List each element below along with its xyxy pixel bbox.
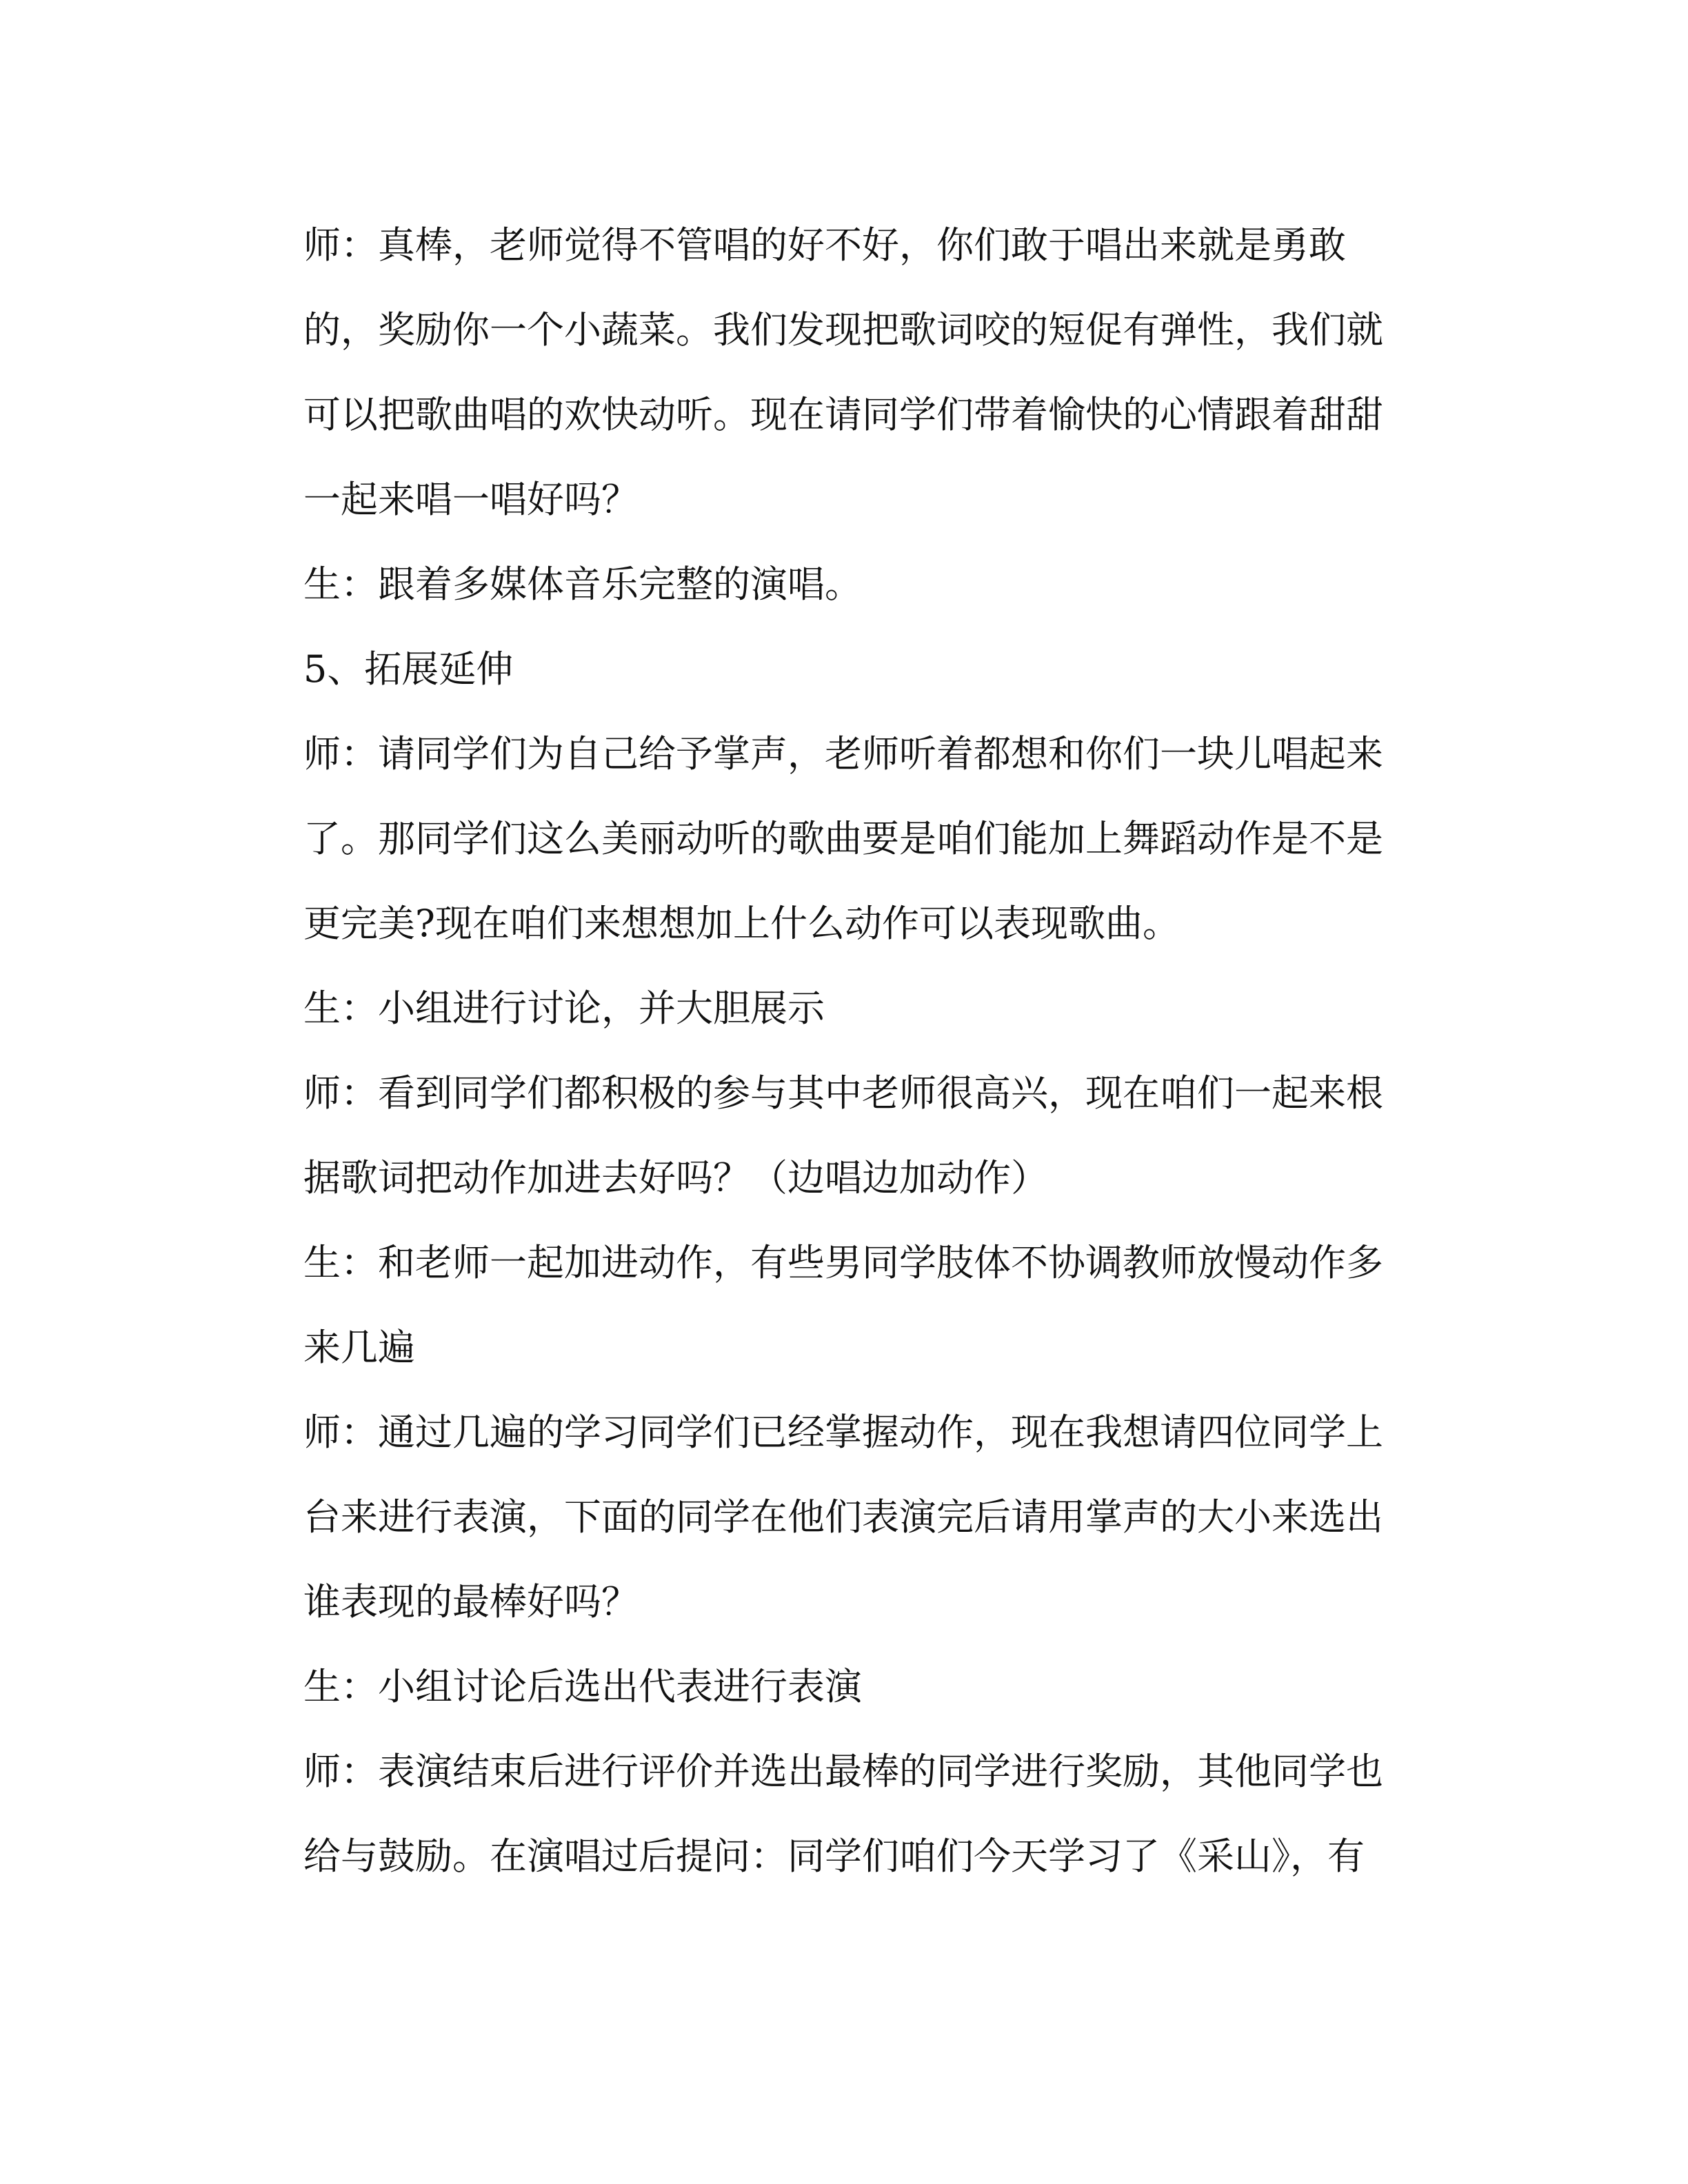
text-line-5: 生：跟着多媒体音乐完整的演唱。 <box>303 563 862 606</box>
text-line-1: 师：真棒，老师觉得不管唱的好不好，你们敢于唱出来就是勇敢 <box>303 223 1346 267</box>
text-line-17: 谁表现的最棒好吗？ <box>303 1580 639 1624</box>
text-line-10: 生：小组进行讨论，并大胆展示 <box>303 987 825 1030</box>
text-line-3: 可以把歌曲唱的欢快动听。现在请同学们带着愉快的心情跟着甜甜 <box>303 393 1383 436</box>
text-line-8: 了。那同学们这么美丽动听的歌曲要是咱们能加上舞蹈动作是不是 <box>303 817 1383 860</box>
text-line-2: 的，奖励你一个小蔬菜。我们发现把歌词咬的短促有弹性，我们就 <box>303 308 1383 352</box>
text-line-20: 给与鼓励。在演唱过后提问：同学们咱们今天学习了《采山》，有 <box>303 1834 1365 1878</box>
text-line-16: 台来进行表演，下面的同学在他们表演完后请用掌声的大小来选出 <box>303 1495 1383 1539</box>
document-body <box>303 203 1420 1899</box>
text-line-13: 生：和老师一起加进动作，有些男同学肢体不协调教师放慢动作多 <box>303 1241 1383 1284</box>
text-line-4: 一起来唱一唱好吗？ <box>303 478 639 521</box>
text-line-12: 据歌词把动作加进去好吗？（边唱边加动作） <box>303 1156 1048 1200</box>
text-line-18: 生：小组讨论后选出代表进行表演 <box>303 1665 862 1708</box>
text-line-9: 更完美?现在咱们来想想加上什么动作可以表现歌曲。 <box>303 902 1180 945</box>
text-line-11: 师：看到同学们都积极的参与其中老师很高兴，现在咱们一起来根 <box>303 1071 1383 1115</box>
section-heading-5: 5、拓展延伸 <box>303 647 514 691</box>
text-line-14: 来几遍 <box>303 1326 415 1369</box>
text-line-19: 师：表演结束后进行评价并选出最棒的同学进行奖励，其他同学也 <box>303 1750 1383 1793</box>
text-line-15: 师：通过几遍的学习同学们已经掌握动作，现在我想请四位同学上 <box>303 1410 1383 1454</box>
text-line-7: 师：请同学们为自己给予掌声，老师听着都想和你们一块儿唱起来 <box>303 732 1383 776</box>
